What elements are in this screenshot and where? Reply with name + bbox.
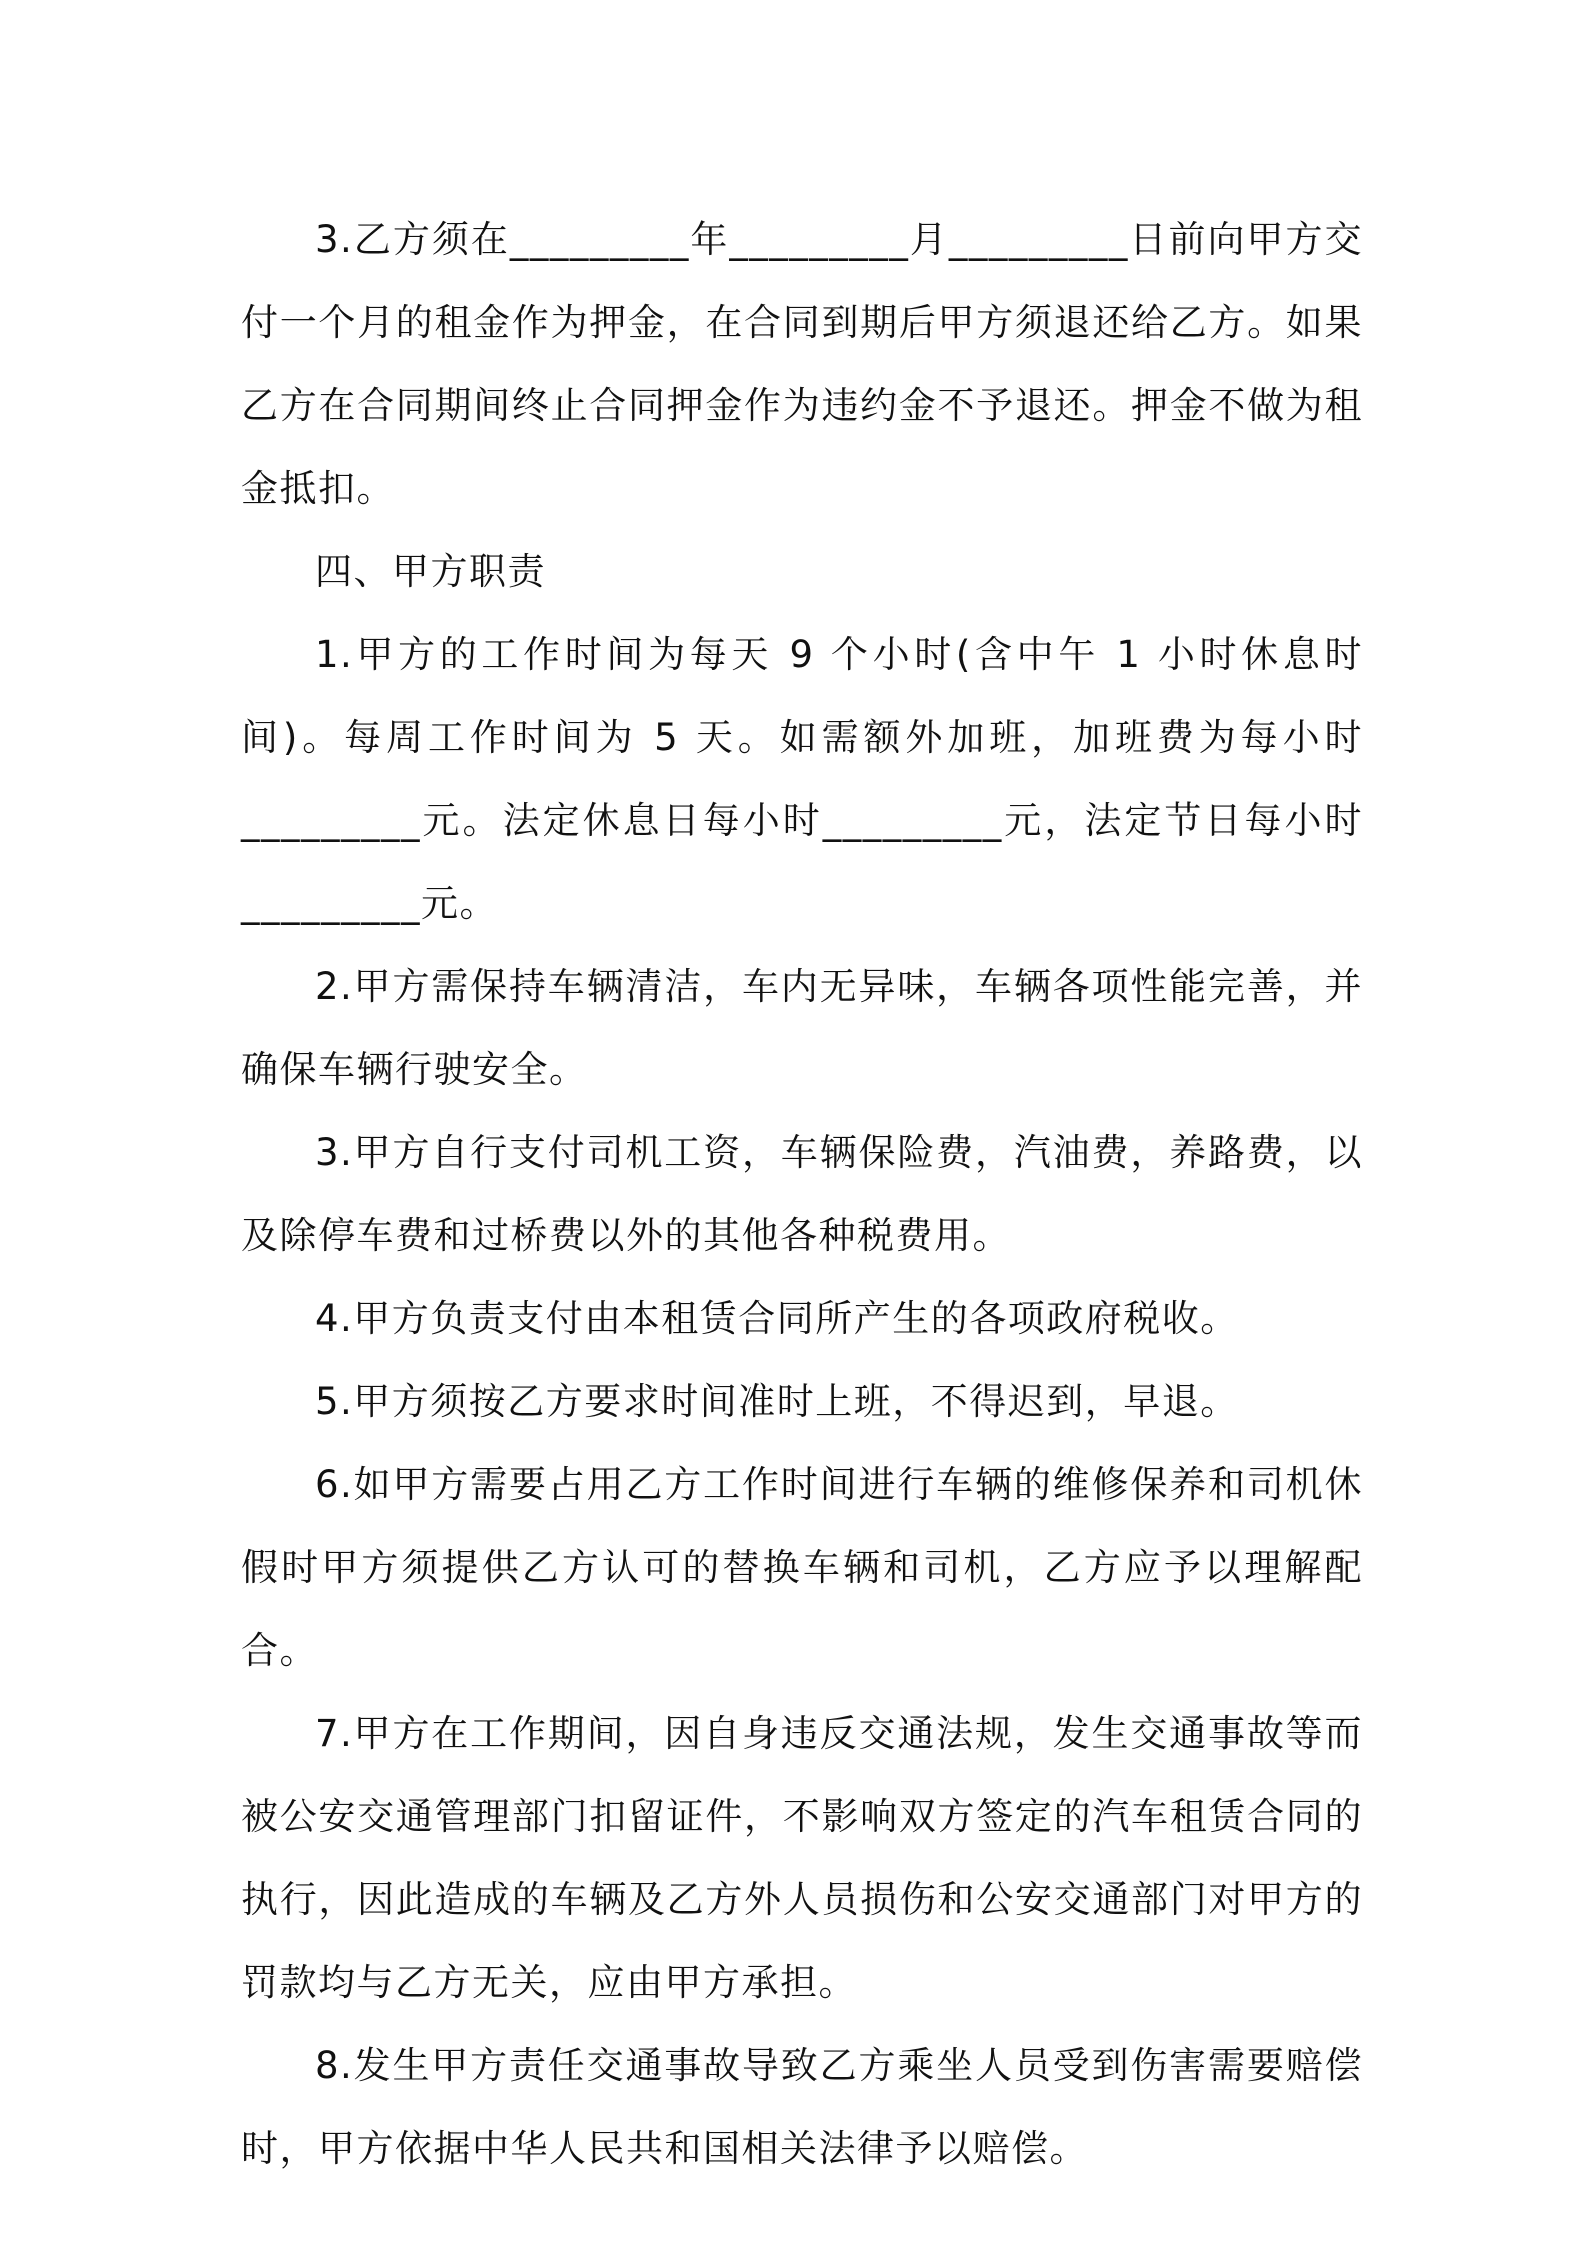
clause-2-vehicle-condition: 2.甲方需保持车辆清洁，车内无异味，车辆各项性能完善，并确保车辆行驶安全。 [241, 965, 1363, 1091]
clause-6-replacement: 6.如甲方需要占用乙方工作时间进行车辆的维修保养和司机休假时甲方须提供乙方认可的替换车辆和司机，乙方应予以理解配合。 [241, 1463, 1363, 1672]
document-page [241, 198, 1363, 2190]
clause-3-deposit: 3.乙方须在_________年_________月_________日前向甲方交付一个月的租金作为押金，在合同到期后甲方须退还给乙方。如果乙方在合同期间终止合同押金作为违约金不予退还。押金不做为租金抵扣。 [241, 218, 1363, 510]
clause-1-working-hours: 1.甲方的工作时间为每天 9 个小时(含中午 1 小时休息时间)。每周工作时间为 5 天。如需额外加班，加班费为每小时_________元。法定休息日每小时_________元，法定节日每小时_________元。 [241, 633, 1363, 925]
clause-7-traffic-violations: 7.甲方在工作期间，因自身违反交通法规，发生交通事故等而被公安交通管理部门扣留证件，不影响双方签定的汽车租赁合同的执行，因此造成的车辆及乙方外人员损伤和公安交通部门对甲方的罚款均与乙方无关，应由甲方承担。 [241, 1712, 1363, 2004]
section-heading-party-a-duties: 四、甲方职责 [315, 550, 546, 593]
clause-3-expenses: 3.甲方自行支付司机工资，车辆保险费，汽油费，养路费，以及除停车费和过桥费以外的其他各种税费用。 [241, 1131, 1363, 1257]
clause-8-compensation: 8.发生甲方责任交通事故导致乙方乘坐人员受到伤害需要赔偿时，甲方依据中华人民共和国相关法律予以赔偿。 [241, 2044, 1363, 2170]
clause-5-punctuality: 5.甲方须按乙方要求时间准时上班，不得迟到，早退。 [315, 1380, 1239, 1423]
clause-4-taxes: 4.甲方负责支付由本租赁合同所产生的各项政府税收。 [315, 1297, 1239, 1340]
